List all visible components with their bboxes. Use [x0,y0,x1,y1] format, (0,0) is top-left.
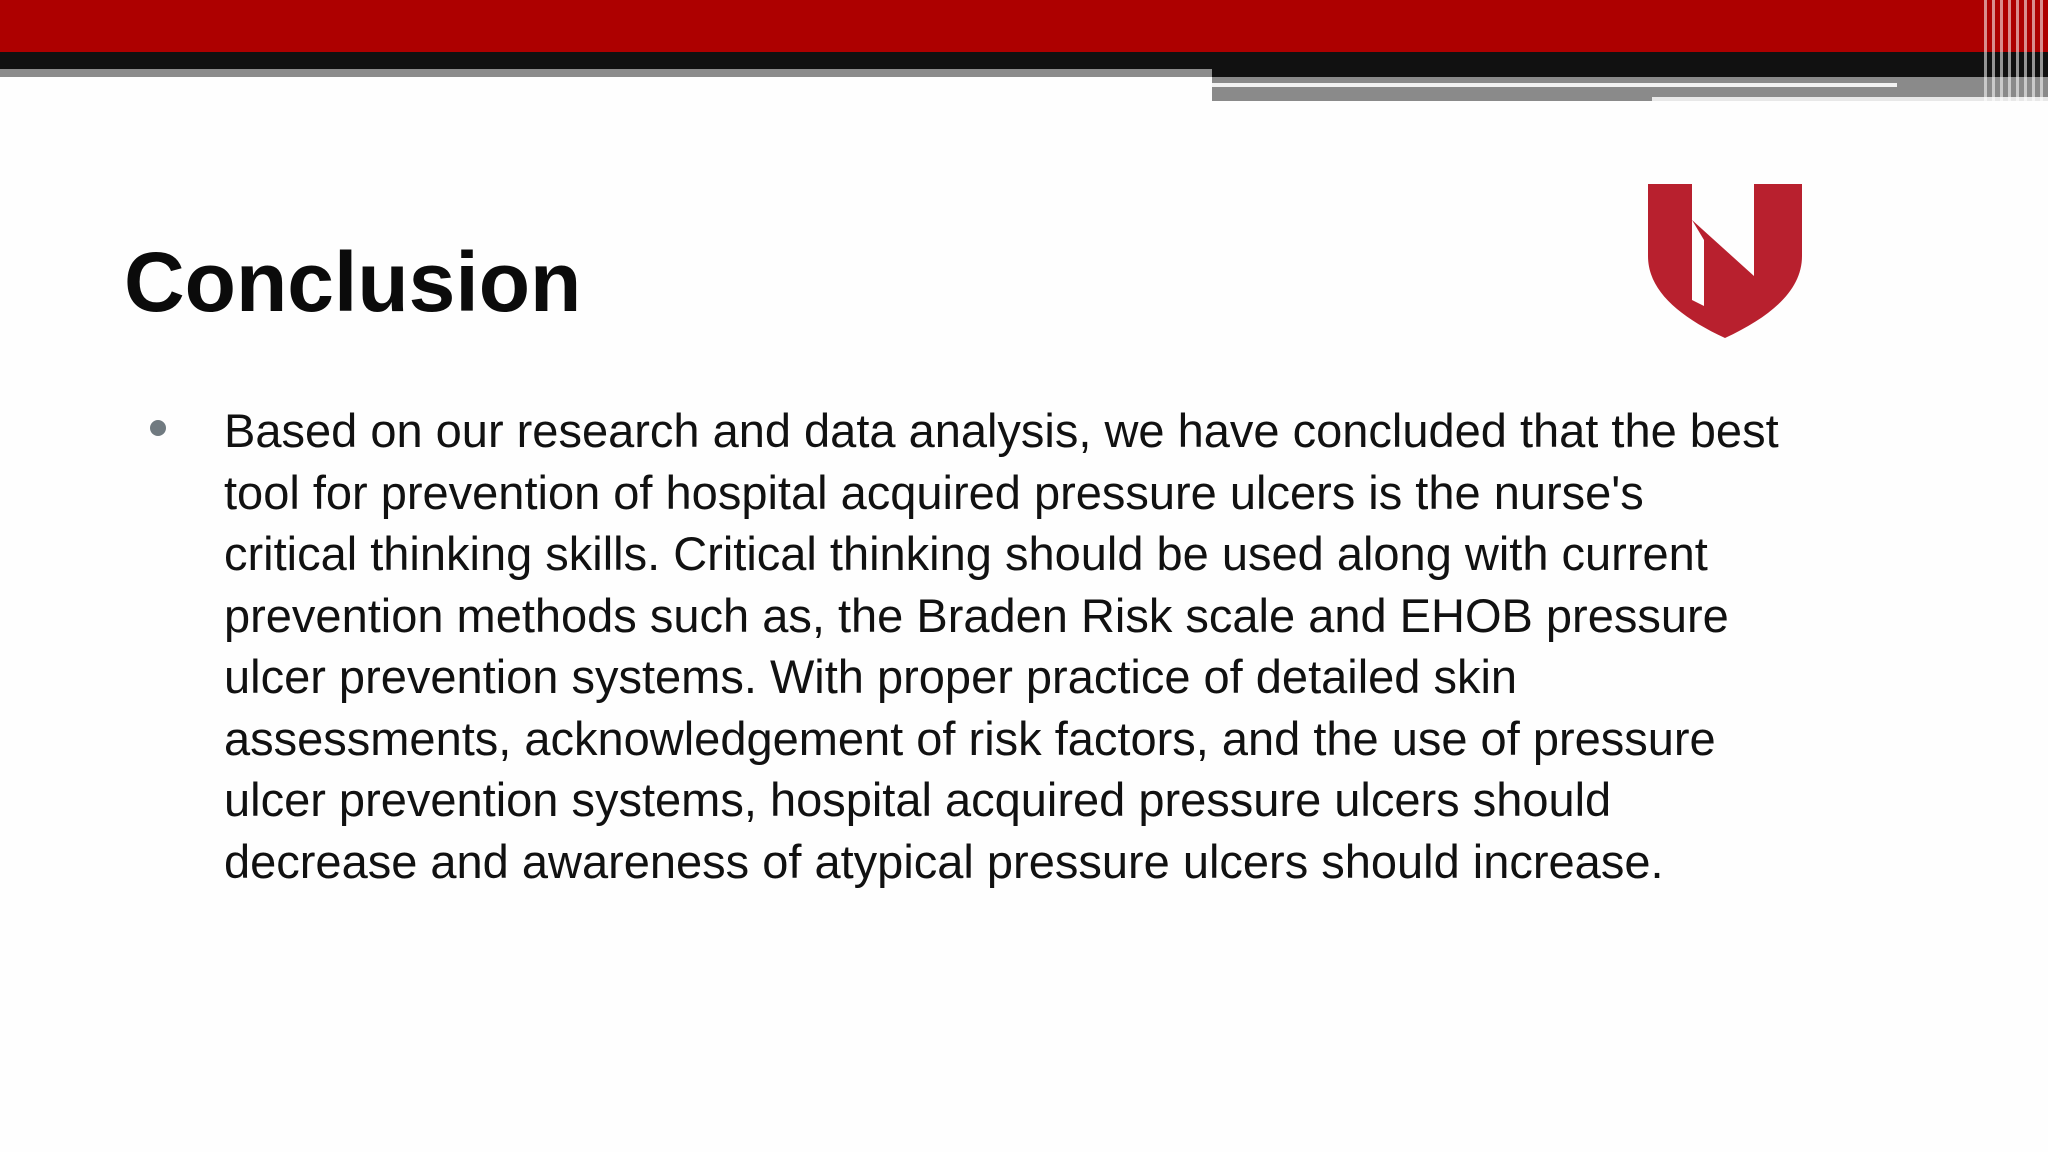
bullet-dot [150,420,166,436]
bullet-line: decrease and awareness of atypical pressure ulcers should increase. [224,834,1664,888]
header-black-band-right [1212,69,2048,77]
logo-shield-shape [1648,184,1802,338]
header-edge-stripes [1984,0,2048,101]
shield-n-logo-icon [1644,180,1806,340]
bullet-paragraph [224,400,1944,892]
header-highlight-line [1212,83,1897,87]
bullet-line: tool for prevention of hospital acquired pressure ulcers is the nurse's [224,465,1644,519]
header-gray-band-left [0,69,1212,77]
bullet-line: ulcer prevention systems, hospital acquired pressure ulcers should [224,773,1612,826]
bullet-line: assessments, acknowledgement of risk factors, and the use of pressure [224,711,1716,765]
slide-title: Conclusion [124,235,582,329]
bullet-line: prevention methods such as, the Braden Risk scale and EHOB pressure [224,588,1729,642]
bullet-line: critical thinking skills. Critical thinking should be used along with current [224,527,1708,580]
header-red-band [0,0,2048,52]
bullet-line: ulcer prevention systems. With proper practice of detailed skin [224,650,1518,703]
header-black-band [0,52,2048,69]
bullet-line: Based on our research and data analysis, we have concluded that the best [224,404,1779,457]
